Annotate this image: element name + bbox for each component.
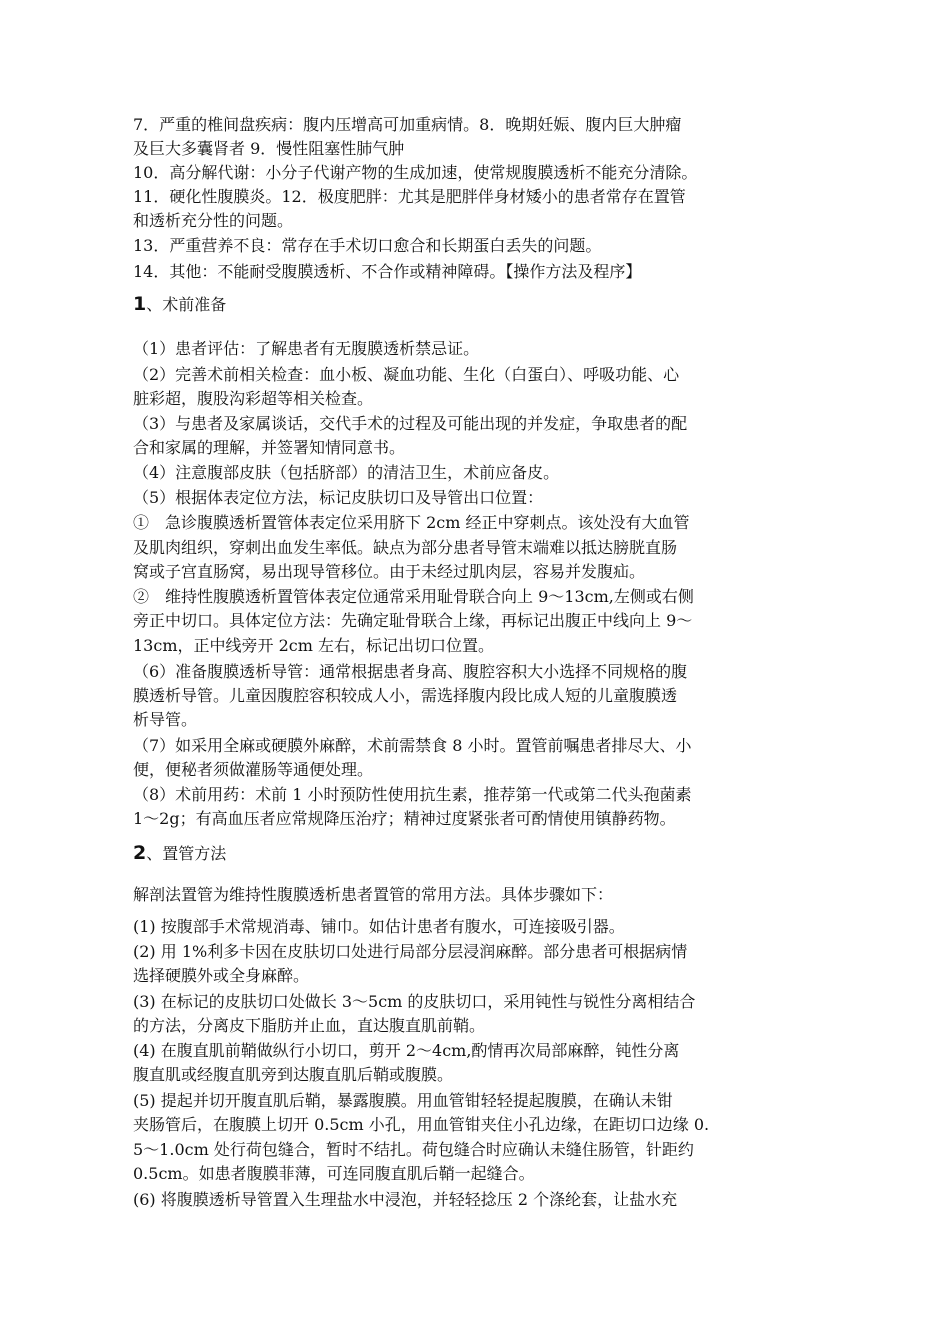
text-line: (3) 在标记的皮肤切口处做长 3～5cm 的皮肤切口，采用钝性与锐性分离相结合 bbox=[133, 992, 696, 1011]
text-line: ① 急诊腹膜透析置管体表定位采用脐下 2cm 经正中穿刺点。该处没有大血管 bbox=[133, 513, 690, 532]
text-line: 1～2g；有高血压者应常规降压治疗；精神过度紧张者可酌情使用镇静药物。 bbox=[133, 809, 676, 828]
text-line: (1) 按腹部手术常规消毒、铺巾。如估计患者有腹水，可连接吸引器。 bbox=[133, 917, 625, 936]
section-heading bbox=[133, 291, 226, 318]
text-line: 夹肠管后，在腹膜上切开 0.5cm 小孔，用血管钳夹住小孔边缘，在距切口边缘 0. bbox=[133, 1115, 710, 1134]
text-line: （2）完善术前相关检查：血小板、凝血功能、生化（白蛋白）、呼吸功能、心 bbox=[133, 365, 680, 384]
text-line: 的方法，分离皮下脂肪并止血，直达腹直肌前鞘。 bbox=[133, 1016, 486, 1035]
text-line: 14．其他：不能耐受腹膜透析、不合作或精神障碍。【操作方法及程序】 bbox=[133, 262, 642, 281]
text-line: 解剖法置管为维持性腹膜透析患者置管的常用方法。具体步骤如下： bbox=[133, 885, 614, 904]
text-line: 5～1.0cm 处行荷包缝合，暂时不结扎。荷包缝合时应确认未缝住肠管，针距约 bbox=[133, 1140, 694, 1159]
text-line: 0.5cm。如患者腹膜菲薄，可连同腹直肌后鞘一起缝合。 bbox=[133, 1164, 535, 1183]
section-heading bbox=[133, 840, 226, 867]
text-line: 及肌肉组织，穿刺出血发生率低。缺点为部分患者导管末端难以抵达膀胱直肠 bbox=[133, 538, 678, 557]
text-line: (4) 在腹直肌前鞘做纵行小切口，剪开 2～4cm,酌情再次局部麻醉，钝性分离 bbox=[133, 1041, 680, 1060]
text-line: (6) 将腹膜透析导管置入生理盐水中浸泡，并轻轻捻压 2 个涤纶套，让盐水充 bbox=[133, 1190, 678, 1209]
text-line: （5）根据体表定位方法，标记皮肤切口及导管出口位置： bbox=[133, 488, 544, 507]
text-line: （6）准备腹膜透析导管：通常根据患者身高、腹腔容积大小选择不同规格的腹 bbox=[133, 662, 688, 681]
text-line: 腹直肌或经腹直肌旁到达腹直肌后鞘或腹膜。 bbox=[133, 1065, 454, 1084]
text-line: 膜透析导管。儿童因腹腔容积较成人小，需选择腹内段比成人短的儿童腹膜透 bbox=[133, 686, 678, 705]
text-line: （7）如采用全麻或硬膜外麻醉，术前需禁食 8 小时。置管前嘱患者排尽大、小 bbox=[133, 736, 692, 755]
section-heading-text: 、置管方法 bbox=[146, 844, 227, 863]
text-line: （1）患者评估：了解患者有无腹膜透析禁忌证。 bbox=[133, 339, 480, 358]
text-line: ② 维持性腹膜透析置管体表定位通常采用耻骨联合向上 9～13cm,左侧或右侧 bbox=[133, 587, 694, 606]
text-line: 及巨大多囊肾者 9．慢性阻塞性肺气肿 bbox=[133, 139, 405, 158]
text-line: 脏彩超，腹股沟彩超等相关检查。 bbox=[133, 389, 374, 408]
section-heading-number: 1 bbox=[133, 293, 147, 315]
text-line: 便，便秘者须做灌肠等通便处理。 bbox=[133, 760, 374, 779]
section-heading-number: 2 bbox=[133, 842, 147, 864]
text-line: 和透析充分性的问题。 bbox=[133, 211, 294, 230]
text-line: 13cm，正中线旁开 2cm 左右，标记出切口位置。 bbox=[133, 636, 494, 655]
text-line: 窝或子宫直肠窝，易出现导管移位。由于未经过肌肉层，容易并发腹疝。 bbox=[133, 562, 646, 581]
text-line: 合和家属的理解，并签署知情同意书。 bbox=[133, 438, 406, 457]
text-line: （4）注意腹部皮肤（包括脐部）的清洁卫生，术前应备皮。 bbox=[133, 463, 560, 482]
text-line: (2) 用 1%利多卡因在皮肤切口处进行局部分层浸润麻醉。部分患者可根据病情 bbox=[133, 942, 688, 961]
text-line: 析导管。 bbox=[133, 710, 198, 729]
text-line: 7．严重的椎间盘疾病：腹内压增高可加重病情。8．晚期妊娠、腹内巨大肿瘤 bbox=[133, 115, 682, 134]
text-line: 11．硬化性腹膜炎。12．极度肥胖：尤其是肥胖伴身材矮小的患者常存在置管 bbox=[133, 187, 686, 206]
text-line: (5) 提起并切开腹直肌后鞘，暴露腹膜。用血管钳轻轻提起腹膜，在确认未钳 bbox=[133, 1091, 673, 1110]
text-line: 10．高分解代谢：小分子代谢产物的生成加速，使常规腹膜透析不能充分清除。 bbox=[133, 163, 698, 182]
text-line: （8）术前用药：术前 1 小时预防性使用抗生素，推荐第一代或第二代头孢菌素 bbox=[133, 785, 692, 804]
text-line: 旁正中切口。具体定位方法：先确定耻骨联合上缘，再标记出腹正中线向上 9～ bbox=[133, 611, 693, 630]
section-heading-text: 、术前准备 bbox=[146, 295, 227, 314]
text-line: 13．严重营养不良：常存在手术切口愈合和长期蛋白丢失的问题。 bbox=[133, 236, 602, 255]
text-line: 选择硬膜外或全身麻醉。 bbox=[133, 966, 310, 985]
text-line: （3）与患者及家属谈话，交代手术的过程及可能出现的并发症，争取患者的配 bbox=[133, 414, 688, 433]
